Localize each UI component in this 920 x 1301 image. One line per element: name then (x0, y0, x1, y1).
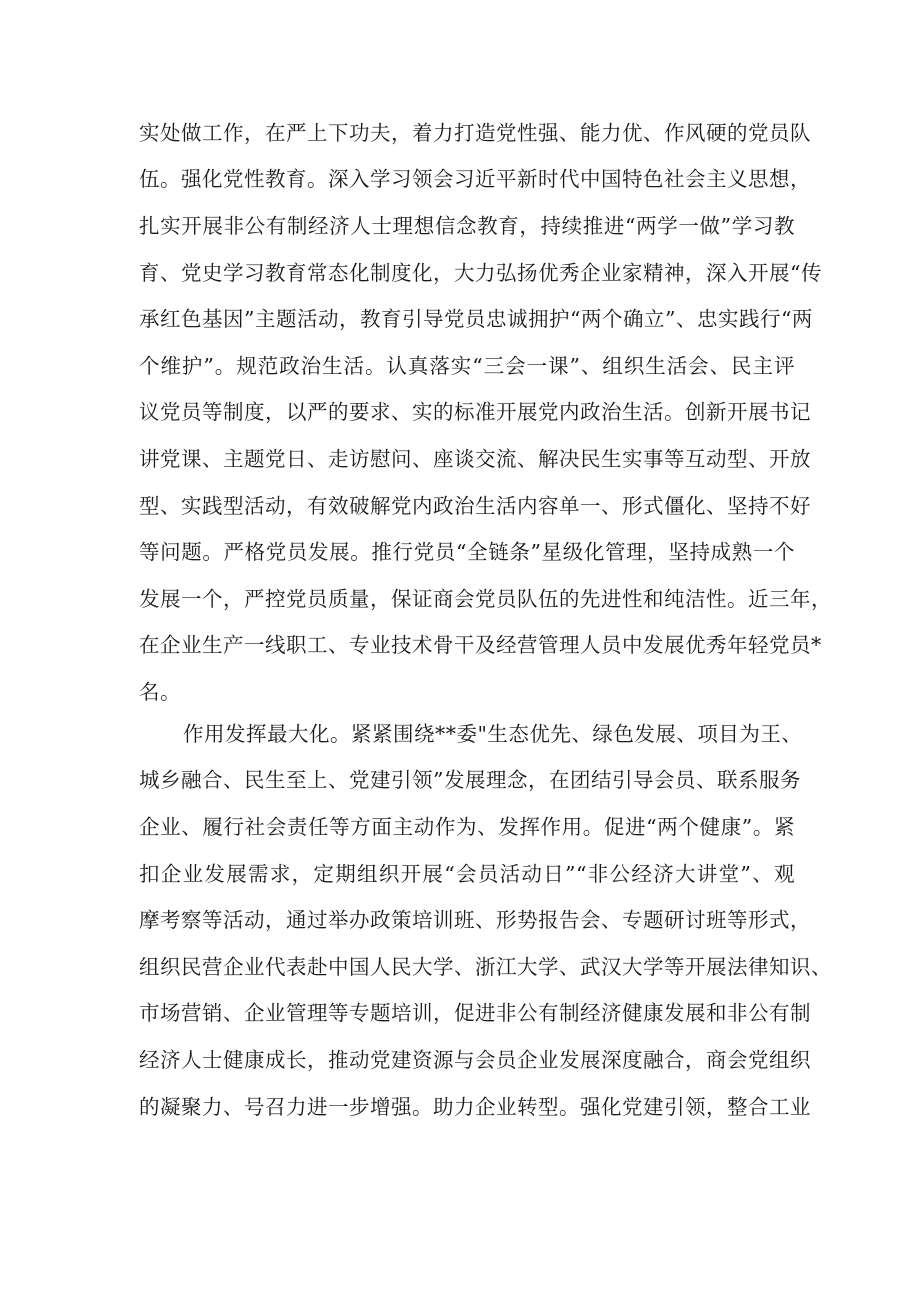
paragraph-line: 议党员等制度，以严的要求、实的标准开展党内政治生活。创新开展书记 (139, 400, 811, 424)
paragraph-line: 名。 (139, 680, 181, 704)
paragraph-line: 市场营销、企业管理等专题培训，促进非公有制经济健康发展和非公有制 (139, 1001, 811, 1025)
paragraph-line: 组织民营企业代表赴中国人民大学、浙江大学、武汉大学等开展法律知识、 (139, 955, 832, 979)
paragraph-line: 企业、履行社会责任等方面主动作为、发挥作用。促进“两个健康”。紧 (139, 815, 795, 839)
paragraph-line: 发展一个，严控党员质量，保证商会党员队伍的先进性和纯洁性。近三年， (139, 587, 832, 611)
paragraph-line: 的凝聚力、号召力进一步增强。助力企业转型。强化党建引领，整合工业 (139, 1095, 811, 1119)
paragraph-line: 伍。强化党性教育。深入学习领会习近平新时代中国特色社会主义思想， (139, 167, 811, 191)
paragraph-line: 个维护”。规范政治生活。认真落实“三会一课”、组织生活会、民主评 (139, 354, 795, 378)
paragraph-line: 承红色基因”主题活动，教育引导党员忠诚拥护“两个确立”、忠实践行“两 (139, 307, 813, 331)
paragraph-line: 城乡融合、民生至上、党建引领”发展理念，在团结引导会员、联系服务 (139, 768, 801, 792)
paragraph-line: 摩考察等活动，通过举办政策培训班、形势报告会、专题研讨班等形式， (139, 908, 811, 932)
paragraph-line: 实处做工作，在严上下功夫，着力打造党性强、能力优、作风硬的党员队 (139, 121, 811, 145)
paragraph-line: 讲党课、主题党日、走访慰问、座谈交流、解决民生实事等互动型、开放 (139, 447, 811, 471)
paragraph-line: 作用发挥最大化。紧紧围绕**委"生态优先、绿色发展、项目为王、 (183, 722, 803, 746)
paragraph-line: 等问题。严格党员发展。推行党员“全链条”星级化管理，坚持成熟一个 (139, 540, 795, 564)
paragraph-line: 经济人士健康成长，推动党建资源与会员企业发展深度融合，商会党组织 (139, 1048, 811, 1072)
paragraph-line: 扣企业发展需求，定期组织开展“会员活动日”“非公经济大讲堂”、观 (139, 862, 795, 886)
paragraph-line: 育、党史学习教育常态化制度化，大力弘扬优秀企业家精神，深入开展“传 (139, 261, 822, 285)
paragraph-line: 型、实践型活动，有效破解党内政治生活内容单一、形式僵化、坚持不好 (139, 494, 811, 518)
paragraph-line: 扎实开展非公有制经济人士理想信念教育，持续推进“两学一做”学习教 (139, 214, 795, 238)
paragraph-line: 在企业生产一线职工、专业技术骨干及经营管理人员中发展优秀年轻党员* (139, 633, 822, 657)
